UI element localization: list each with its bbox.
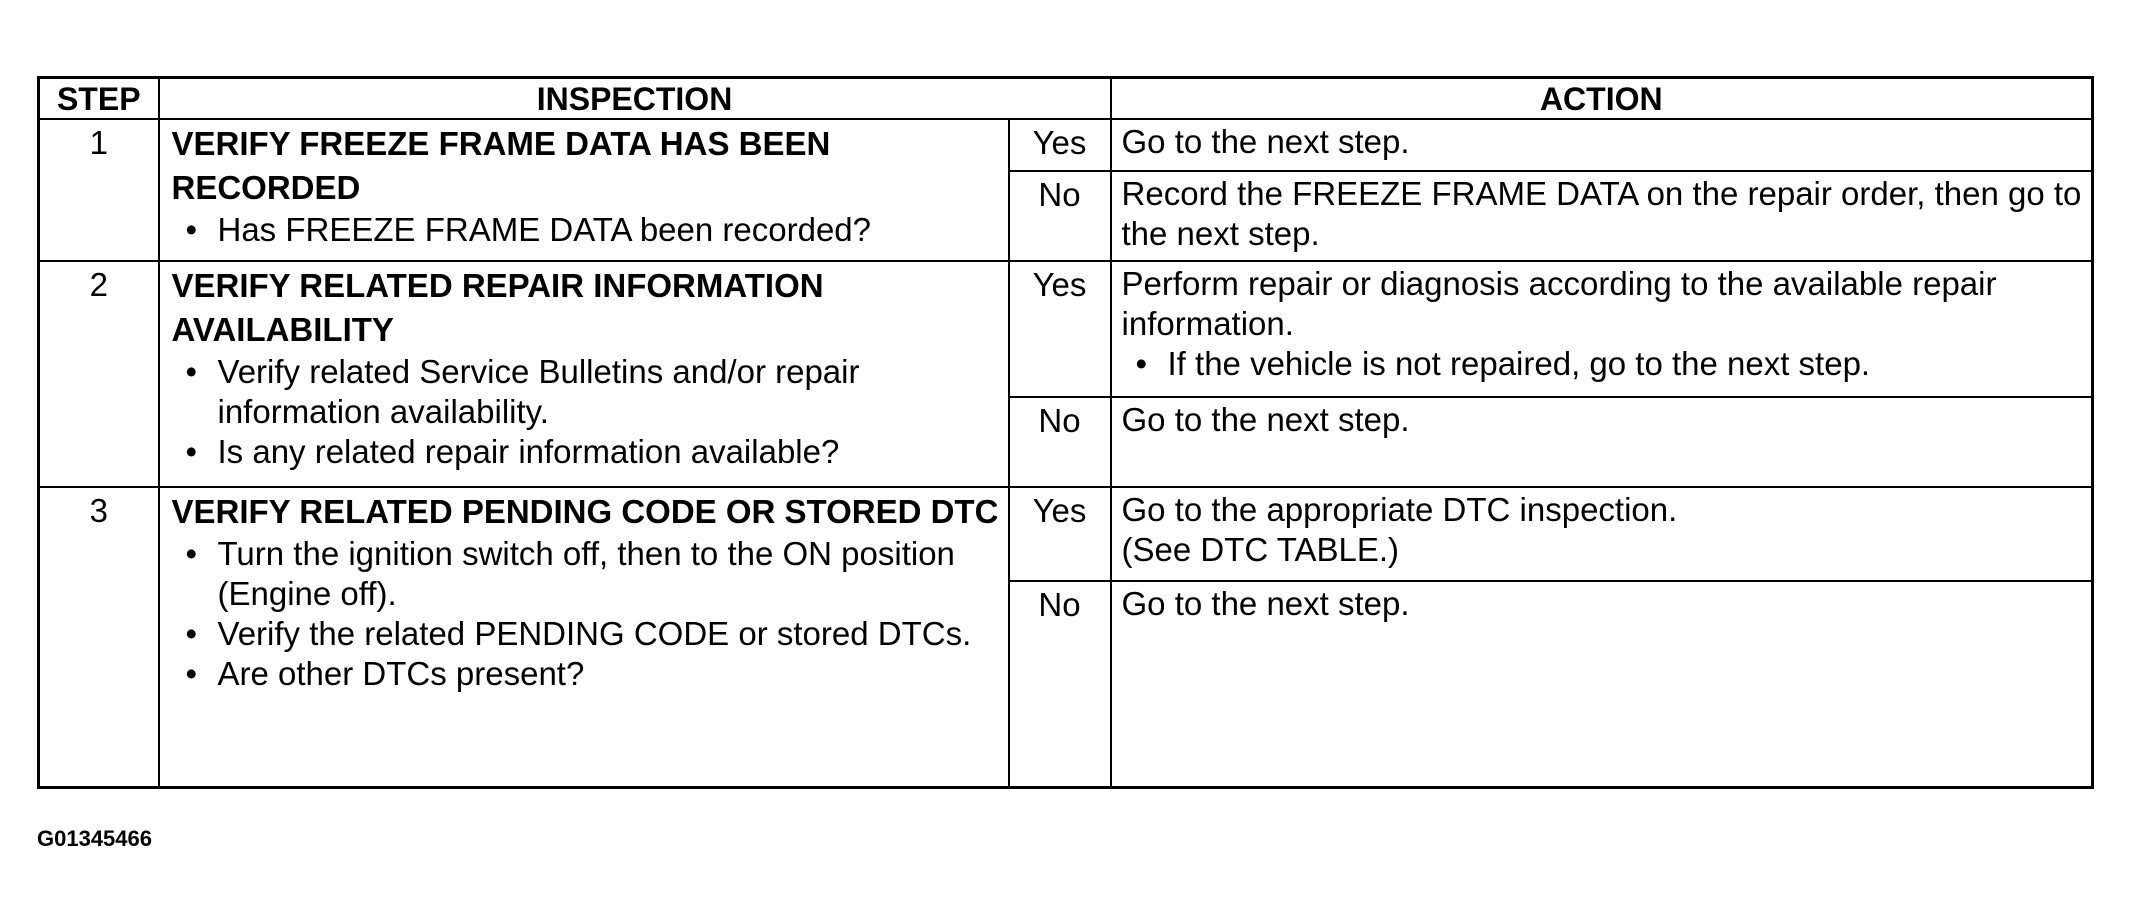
inspection-bullet: • Verify the related PENDING CODE or stored DTCs. xyxy=(172,614,1000,654)
inspection-cell xyxy=(159,119,1009,261)
step-number: 3 xyxy=(39,487,159,787)
header-step: STEP xyxy=(39,78,159,120)
yes-action-cell xyxy=(1111,487,2093,581)
step-number: 1 xyxy=(39,119,159,261)
step-number: 2 xyxy=(39,261,159,487)
yes-action: Go to the appropriate DTC inspection. xyxy=(1121,491,1678,528)
inspection-bullets xyxy=(172,210,1000,250)
table-row xyxy=(39,261,2093,397)
figure-code: G01345466 xyxy=(37,826,152,851)
inspection-title: VERIFY RELATED PENDING CODE OR STORED DTC xyxy=(171,493,999,530)
inspection-title: VERIFY FREEZE FRAME DATA HAS BEEN RECORDED xyxy=(171,125,831,206)
inspection-title: VERIFY RELATED REPAIR INFORMATION AVAILABILITY xyxy=(171,267,824,348)
inspection-bullets xyxy=(172,352,1000,472)
yes-action: Go to the next step. xyxy=(1111,119,2093,171)
inspection-bullet: • Turn the ignition switch off, then to the ON position (Engine off). xyxy=(172,534,1000,614)
inspection-bullet: • Is any related repair information available? xyxy=(172,432,1000,472)
inspection-bullet: • Verify related Service Bulletins and/or repair information availability. xyxy=(172,352,1000,432)
header-row xyxy=(39,78,2093,120)
no-action: Record the FREEZE FRAME DATA on the repair order, then go to the next step. xyxy=(1111,171,2093,261)
yes-action-cell xyxy=(1111,261,2093,397)
header-inspection: INSPECTION xyxy=(159,78,1111,120)
inspection-cell xyxy=(159,487,1009,787)
no-label: No xyxy=(1009,397,1111,487)
no-label: No xyxy=(1009,581,1111,787)
table-row xyxy=(39,487,2093,581)
yes-label: Yes xyxy=(1009,261,1111,397)
yes-label: Yes xyxy=(1009,119,1111,171)
action-bullets xyxy=(1122,344,2084,384)
yes-action: Perform repair or diagnosis according to the available repair information. xyxy=(1121,265,1997,342)
no-label: No xyxy=(1009,171,1111,261)
no-action: Go to the next step. xyxy=(1111,581,2093,787)
table-row xyxy=(39,119,2093,171)
header-action: ACTION xyxy=(1111,78,2093,120)
inspection-bullet: • Has FREEZE FRAME DATA been recorded? xyxy=(172,210,1000,250)
diagnostic-table xyxy=(37,76,2094,789)
yes-label: Yes xyxy=(1009,487,1111,581)
action-bullet: • If the vehicle is not repaired, go to the next step. xyxy=(1122,344,2084,384)
no-action: Go to the next step. xyxy=(1111,397,2093,487)
yes-action-note: (See DTC TABLE.) xyxy=(1121,531,1400,568)
inspection-cell xyxy=(159,261,1009,487)
inspection-bullet: • Are other DTCs present? xyxy=(172,654,1000,694)
inspection-bullets xyxy=(172,534,1000,694)
